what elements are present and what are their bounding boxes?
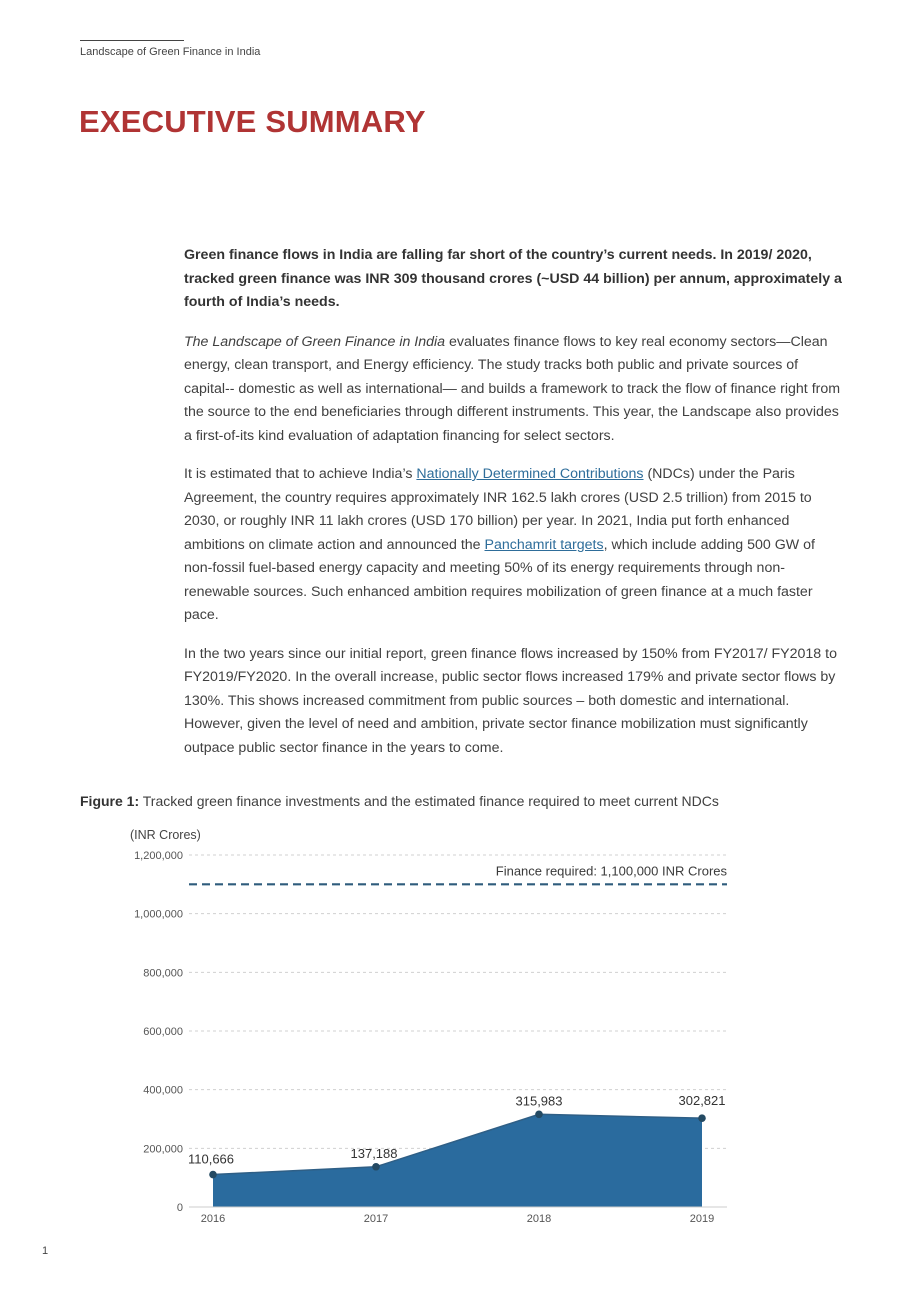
ndc-link[interactable]: Nationally Determined Contributions	[416, 466, 644, 482]
y-tick-label: 600,000	[143, 1026, 183, 1038]
report-title-italic: The Landscape of Green Finance in India	[184, 333, 446, 350]
y-tick-label: 1,200,000	[134, 850, 183, 862]
data-point	[698, 1114, 706, 1122]
series-area	[213, 1114, 702, 1207]
panchamrit-link[interactable]: Panchamrit targets	[484, 536, 604, 553]
y-tick-label: 800,000	[143, 967, 183, 980]
paragraph-1	[184, 331, 842, 449]
y-tick-label: 1,000,000	[134, 908, 183, 921]
data-point	[535, 1111, 543, 1119]
data-label: 137,188	[350, 1145, 398, 1161]
running-header: Landscape of Green Finance in India	[80, 46, 261, 58]
x-tick-label: 2016	[200, 1213, 226, 1225]
figure-label: Figure 1:	[80, 793, 140, 809]
y-unit-label: (INR Crores)	[130, 828, 201, 842]
header-rule	[80, 40, 184, 41]
data-label: 302,821	[678, 1093, 726, 1109]
y-tick-label: 200,000	[143, 1143, 183, 1156]
x-tick-label: 2019	[689, 1213, 715, 1225]
x-tick-label: 2017	[363, 1213, 389, 1225]
data-label: 315,983	[515, 1093, 563, 1109]
reference-line-label: Finance required: 1,100,000 INR Crores	[495, 863, 727, 879]
paragraph-2-text-b: (NDCs) under the Paris Agreement, the country requires approximately INR 162.5 lakh crores (USD 2.5 trillion) from 2015 to 2030, or roughly INR 11 lakh crores (USD 170 billion) per year. In 2021, India put forth enhanced ambitions on climate action and announced the	[184, 466, 812, 553]
green-finance-chart	[0, 818, 920, 1238]
lead-paragraph: Green finance flows in India are falling far short of the country’s current needs. In 2019/ 2020, tracked green finance was INR 309 thousand crores (~USD 44 billion) per annum, approximately a fourth of India’s needs.	[184, 247, 842, 310]
paragraph-1-text: evaluates finance flows to key real economy sectors—Clean energy, clean transport, and Energy efficiency. The study tracks both public and private sources of capital-- domestic as well as international— and builds a framework to track the flow of finance right from the source to the end beneficiaries through different instruments. This year, the Landscape also provides a first-of-its kind evaluation of adaptation financing for select sectors.	[184, 333, 841, 444]
figure-caption-text: Tracked green finance investments and the estimated finance required to meet current NDCs	[139, 793, 719, 809]
paragraph-2-text-c: , which include adding 500 GW of non-fossil fuel-based energy capacity and meeting 50% of its energy requirements through non-renewable sources. Such enhanced ambition requires mobilization of green finance at a much faster pace.	[184, 536, 815, 623]
data-point	[372, 1163, 380, 1171]
figure-caption	[80, 793, 719, 809]
x-tick-label: 2018	[526, 1213, 552, 1225]
y-tick-label: 0	[176, 1202, 183, 1214]
paragraph-2	[184, 463, 842, 628]
paragraph-3: In the two years since our initial report, green finance flows increased by 150% from FY2017/ FY2018 to FY2019/FY2020. In the overall increase, public sector flows increased 179% and private sector flows by 130%. This shows increased commitment from public sources – both domestic and international. However, given the level of need and ambition, private sector finance mobilization must significantly outpace public sector finance in the years to come.	[184, 645, 837, 756]
body-text	[184, 244, 842, 775]
paragraph-2-text-a: It is estimated that to achieve India’s	[184, 466, 417, 482]
page-title: EXECUTIVE SUMMARY	[79, 104, 426, 139]
data-label: 110,666	[187, 1151, 235, 1167]
page-number: 1	[42, 1245, 49, 1257]
y-tick-label: 400,000	[143, 1084, 183, 1097]
data-point	[209, 1171, 217, 1179]
